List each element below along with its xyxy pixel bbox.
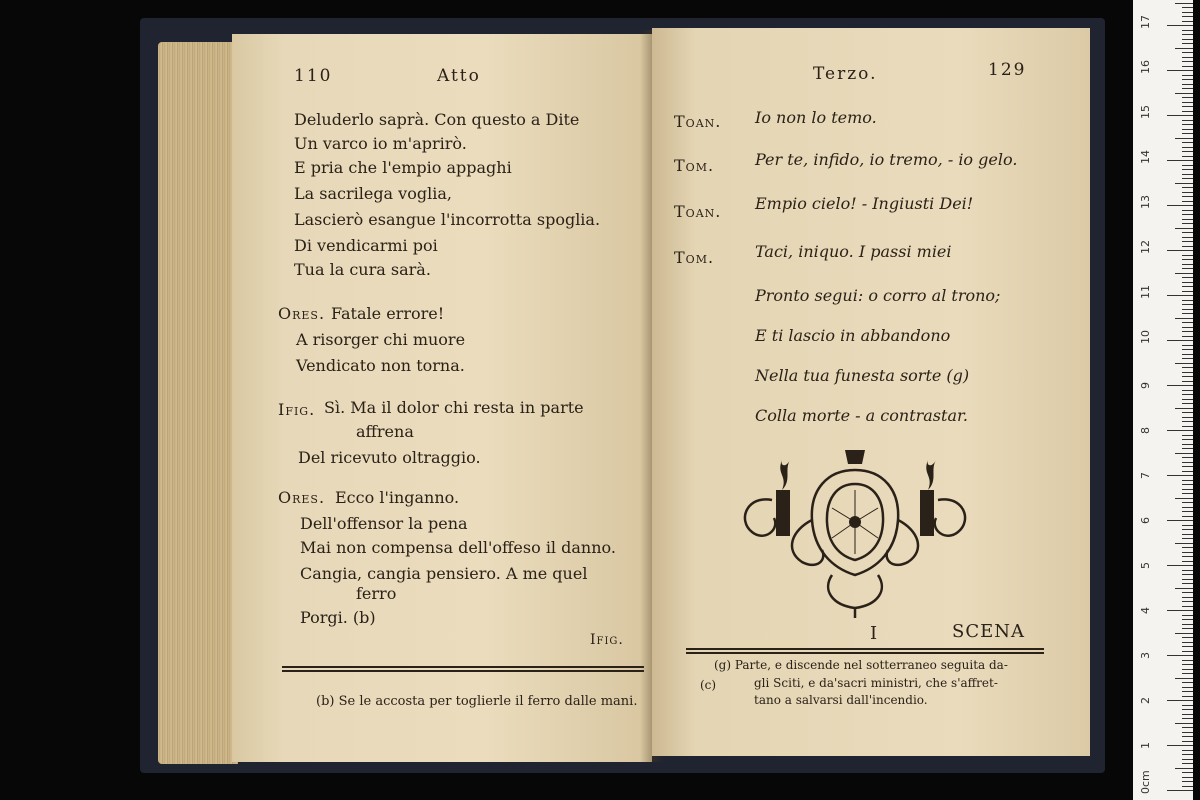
ruler-label: 5 — [1139, 562, 1152, 569]
ruler-tick — [1182, 718, 1193, 719]
left-page-number: 110 — [294, 66, 333, 86]
verse-line: Per te, infido, io tremo, - io gelo. — [755, 150, 1018, 169]
ruler-tick — [1182, 34, 1193, 35]
ruler-tick — [1182, 381, 1193, 382]
ruler-tick — [1182, 394, 1193, 395]
ruler-tick — [1182, 97, 1193, 98]
ruler-tick — [1182, 133, 1193, 134]
ruler-tick — [1182, 583, 1193, 584]
ruler-tick — [1182, 493, 1193, 494]
verse-line: Taci, iniquo. I passi miei — [755, 242, 952, 261]
ruler-tick — [1175, 633, 1193, 634]
ruler-tick — [1182, 471, 1193, 472]
ruler-tick — [1182, 426, 1193, 427]
ruler-tick — [1182, 750, 1193, 751]
footnote-rule — [282, 666, 644, 672]
ruler-tick — [1182, 552, 1193, 553]
ruler-tick — [1182, 480, 1193, 481]
ruler-tick — [1182, 781, 1193, 782]
ruler-tick — [1182, 187, 1193, 188]
ruler-tick — [1175, 408, 1193, 409]
right-page-number: 129 — [988, 60, 1027, 80]
ruler-label: 16 — [1139, 60, 1152, 74]
ruler-tick — [1182, 628, 1193, 629]
ruler-label: 6 — [1139, 517, 1152, 524]
ruler-tick — [1182, 624, 1193, 625]
ruler-tick — [1182, 547, 1193, 548]
verse-line: Lascierò esangue l'incorrotta spoglia. — [294, 210, 601, 229]
ruler-tick — [1167, 475, 1193, 476]
ruler-tick — [1182, 466, 1193, 467]
ruler-label: 17 — [1139, 15, 1152, 29]
ruler-tick — [1182, 237, 1193, 238]
ruler-tick — [1182, 754, 1193, 755]
ruler-tick — [1182, 732, 1193, 733]
ruler-tick — [1182, 759, 1193, 760]
ruler-label: 10 — [1139, 330, 1152, 344]
footnote: (b) Se le accosta per toglierle il ferro dalle mani. — [316, 694, 638, 709]
ruler-tick — [1182, 358, 1193, 359]
ruler-tick — [1182, 516, 1193, 517]
ruler-label: 15 — [1139, 105, 1152, 119]
ruler-tick — [1182, 178, 1193, 179]
verse-line: E ti lascio in abbandono — [755, 326, 951, 345]
ruler-tick — [1182, 529, 1193, 530]
footnote: (g) Parte, e discende nel sotterraneo seguita da- — [714, 658, 1008, 672]
ruler-label: 2 — [1139, 697, 1152, 704]
ruler-tick — [1182, 484, 1193, 485]
ruler-tick — [1182, 52, 1193, 53]
ruler-tick — [1182, 606, 1193, 607]
ruler-tick — [1167, 295, 1193, 296]
speaker-label: Tom. — [674, 156, 715, 175]
ruler-tick — [1182, 232, 1193, 233]
ruler-tick — [1182, 84, 1193, 85]
footnote: gli Sciti, e da'sacri ministri, che s'affret- — [754, 676, 998, 690]
ruler-tick — [1182, 277, 1193, 278]
ruler-tick — [1182, 142, 1193, 143]
ruler-tick — [1182, 561, 1193, 562]
speaker-label: Ifig. — [278, 400, 316, 419]
verse-line: Del ricevuto oltraggio. — [298, 448, 481, 467]
ruler-tick — [1167, 340, 1193, 341]
ruler-tick — [1167, 700, 1193, 701]
ruler-tick — [1182, 331, 1193, 332]
ruler-tick — [1175, 588, 1193, 589]
ruler-tick — [1182, 129, 1193, 130]
ruler-tick — [1182, 705, 1193, 706]
ruler-tick — [1182, 448, 1193, 449]
catchword-scena: SCENA — [952, 621, 1025, 642]
ruler-tick — [1167, 520, 1193, 521]
ruler-tick — [1167, 430, 1193, 431]
ruler-tick — [1182, 597, 1193, 598]
verse-line: A risorger chi muore — [296, 330, 466, 349]
verse-line: affrena — [356, 422, 414, 441]
ruler-tick — [1182, 574, 1193, 575]
ruler-tick — [1175, 138, 1193, 139]
ruler-tick — [1175, 453, 1193, 454]
ruler-label: 14 — [1139, 150, 1152, 164]
speaker-label: Ores. — [278, 304, 326, 323]
ruler-tick — [1182, 300, 1193, 301]
ruler-tick — [1182, 327, 1193, 328]
ruler-tick — [1182, 682, 1193, 683]
verse-line: ferro — [356, 584, 397, 603]
ruler-tick — [1182, 210, 1193, 211]
ruler-tick — [1182, 763, 1193, 764]
ruler-label: 12 — [1139, 240, 1152, 254]
ruler-tick — [1182, 579, 1193, 580]
ruler-tick — [1182, 354, 1193, 355]
ruler-label: 9 — [1139, 382, 1152, 389]
ruler-tick — [1167, 385, 1193, 386]
speaker-label: Tom. — [674, 248, 715, 267]
ruler-tick — [1175, 768, 1193, 769]
ruler-tick — [1182, 786, 1193, 787]
ruler-tick — [1182, 709, 1193, 710]
ruler-tick — [1182, 246, 1193, 247]
ruler-tick — [1167, 655, 1193, 656]
ruler-tick — [1182, 61, 1193, 62]
ruler-tick — [1182, 592, 1193, 593]
ruler-tick — [1182, 673, 1193, 674]
ruler-tick — [1182, 147, 1193, 148]
ruler-tick — [1182, 106, 1193, 107]
verse-line: Cangia, cangia pensiero. A me quel — [300, 564, 588, 583]
ruler-tick — [1182, 345, 1193, 346]
ruler-tick — [1182, 79, 1193, 80]
ruler-tick — [1182, 601, 1193, 602]
ruler-tick — [1182, 30, 1193, 31]
ruler-tick — [1182, 43, 1193, 44]
ruler-tick — [1182, 192, 1193, 193]
ruler-tick — [1182, 642, 1193, 643]
ruler-tick — [1182, 219, 1193, 220]
ruler-tick — [1182, 174, 1193, 175]
ruler-tick — [1175, 543, 1193, 544]
ruler-label: 3 — [1139, 652, 1152, 659]
measurement-ruler — [1133, 0, 1193, 800]
ruler-tick — [1182, 309, 1193, 310]
footnote-marker: (c) — [700, 678, 717, 692]
ruler-tick — [1182, 651, 1193, 652]
printers-ornament-icon — [732, 450, 978, 620]
right-page-header: Terzo. — [813, 64, 878, 84]
catchword: Ifig. — [590, 632, 624, 648]
ruler-tick — [1182, 777, 1193, 778]
ruler-label: 1 — [1139, 742, 1152, 749]
ruler-tick — [1182, 736, 1193, 737]
ruler-tick — [1182, 727, 1193, 728]
verse-line: Di vendicarmi poi — [294, 236, 438, 255]
ruler-tick — [1182, 619, 1193, 620]
ruler-tick — [1182, 507, 1193, 508]
verse-line: Io non lo temo. — [755, 108, 877, 127]
ruler-tick — [1182, 156, 1193, 157]
ruler-tick — [1167, 610, 1193, 611]
ruler-tick — [1182, 66, 1193, 67]
ruler-tick — [1182, 637, 1193, 638]
page-edges — [158, 42, 238, 764]
ruler-tick — [1167, 745, 1193, 746]
verse-line: E pria che l'empio appaghi — [294, 158, 512, 177]
ruler-tick — [1182, 291, 1193, 292]
verse-line: Nella tua funesta sorte (g) — [755, 366, 970, 385]
verse-line: Empio cielo! - Ingiusti Dei! — [755, 194, 974, 213]
ruler-tick — [1167, 565, 1193, 566]
verse-line: Tua la cura sarà. — [294, 260, 431, 279]
ruler-tick — [1182, 201, 1193, 202]
catchword-numeral: I — [870, 623, 878, 644]
ruler-tick — [1182, 165, 1193, 166]
ruler-tick — [1182, 12, 1193, 13]
ruler-tick — [1182, 696, 1193, 697]
ruler-tick — [1182, 151, 1193, 152]
ruler-tick — [1182, 646, 1193, 647]
ruler-tick — [1175, 723, 1193, 724]
speaker-label: Toan. — [674, 202, 722, 221]
ruler-tick — [1182, 444, 1193, 445]
ruler-tick — [1182, 556, 1193, 557]
ruler-tick — [1167, 25, 1193, 26]
ruler-tick — [1182, 669, 1193, 670]
ruler-tick — [1182, 714, 1193, 715]
ruler-label: 7 — [1139, 472, 1152, 479]
verse-line: Fatale errore! — [331, 304, 445, 323]
ruler-tick — [1182, 120, 1193, 121]
ruler-tick — [1182, 570, 1193, 571]
verse-line: Colla morte - a contrastar. — [755, 406, 968, 425]
ruler-tick — [1182, 111, 1193, 112]
ruler-tick — [1182, 502, 1193, 503]
verse-line: Pronto segui: o corro al trono; — [755, 286, 1001, 305]
ruler-tick — [1182, 313, 1193, 314]
ruler-tick — [1182, 538, 1193, 539]
ruler-tick — [1182, 525, 1193, 526]
ruler-tick — [1182, 264, 1193, 265]
ruler-tick — [1182, 304, 1193, 305]
ruler-tick — [1182, 286, 1193, 287]
ruler-tick — [1182, 259, 1193, 260]
ruler-tick — [1175, 363, 1193, 364]
ruler-tick — [1182, 489, 1193, 490]
ruler-tick — [1182, 615, 1193, 616]
ruler-tick — [1182, 39, 1193, 40]
ruler-tick — [1167, 250, 1193, 251]
ruler-tick — [1182, 421, 1193, 422]
ruler-tick — [1182, 399, 1193, 400]
ruler-tick — [1175, 183, 1193, 184]
ruler-tick — [1182, 390, 1193, 391]
verse-line: Sì. Ma il dolor chi resta in parte — [324, 398, 584, 417]
ruler-tick — [1182, 403, 1193, 404]
verse-line: Deluderlo saprà. Con questo a Dite — [294, 110, 580, 129]
ruler-tick — [1182, 435, 1193, 436]
ruler-tick — [1175, 273, 1193, 274]
ruler-tick — [1182, 75, 1193, 76]
ruler-tick — [1182, 534, 1193, 535]
verse-line: Dell'offensor la pena — [300, 514, 468, 533]
ruler-tick — [1175, 228, 1193, 229]
ruler-tick — [1182, 322, 1193, 323]
ruler-tick — [1182, 57, 1193, 58]
left-page-header: Atto — [437, 66, 481, 86]
ruler-tick — [1182, 462, 1193, 463]
ruler-tick — [1167, 70, 1193, 71]
ruler-tick — [1182, 372, 1193, 373]
speaker-label: Ores. — [278, 488, 326, 507]
ruler-tick — [1182, 376, 1193, 377]
ruler-tick — [1175, 318, 1193, 319]
verse-line: Mai non compensa dell'offeso il danno. — [300, 538, 616, 557]
ruler-tick — [1167, 205, 1193, 206]
verse-line: Porgi. (b) — [300, 608, 376, 627]
ruler-tick — [1175, 93, 1193, 94]
verse-line: Un varco io m'aprirò. — [294, 134, 467, 153]
ruler-tick — [1182, 511, 1193, 512]
verse-line: La sacrilega voglia, — [294, 184, 452, 203]
ruler-tick — [1182, 7, 1193, 8]
ruler-tick — [1182, 196, 1193, 197]
ruler-tick — [1182, 439, 1193, 440]
ruler-tick — [1182, 241, 1193, 242]
verse-line: Ecco l'inganno. — [335, 488, 460, 507]
ruler-label: 4 — [1139, 607, 1152, 614]
ruler-tick — [1182, 282, 1193, 283]
ruler-tick — [1167, 790, 1193, 791]
ruler-label: 13 — [1139, 195, 1152, 209]
ruler-tick — [1182, 457, 1193, 458]
ruler-tick — [1182, 691, 1193, 692]
ruler-tick — [1182, 16, 1193, 17]
ruler-tick — [1182, 772, 1193, 773]
ruler-tick — [1182, 102, 1193, 103]
ruler-tick — [1175, 3, 1193, 4]
ruler-tick — [1182, 336, 1193, 337]
ruler-tick — [1167, 115, 1193, 116]
ruler-tick — [1182, 412, 1193, 413]
verse-line: Vendicato non torna. — [296, 356, 465, 375]
ruler-tick — [1182, 687, 1193, 688]
ruler-tick — [1182, 268, 1193, 269]
ruler-tick — [1182, 664, 1193, 665]
left-page — [232, 34, 652, 762]
ruler-tick — [1182, 88, 1193, 89]
ruler-tick — [1182, 21, 1193, 22]
ruler-label: 0cm — [1139, 770, 1152, 794]
ruler-tick — [1182, 367, 1193, 368]
ruler-label: 11 — [1139, 285, 1152, 299]
speaker-label: Toan. — [674, 112, 722, 131]
footnote: tano a salvarsi dall'incendio. — [754, 693, 928, 707]
ruler-tick — [1182, 255, 1193, 256]
ruler-tick — [1182, 660, 1193, 661]
right-page — [652, 28, 1090, 756]
ruler-label: 8 — [1139, 427, 1152, 434]
ruler-tick — [1175, 678, 1193, 679]
ruler-tick — [1175, 48, 1193, 49]
ruler-tick — [1182, 169, 1193, 170]
ruler-tick — [1175, 498, 1193, 499]
ruler-tick — [1167, 160, 1193, 161]
ruler-tick — [1182, 349, 1193, 350]
ruler-tick — [1182, 223, 1193, 224]
ruler-tick — [1182, 214, 1193, 215]
ruler-tick — [1182, 741, 1193, 742]
ruler-tick — [1182, 124, 1193, 125]
footnote-rule — [686, 648, 1044, 654]
ruler-tick — [1182, 417, 1193, 418]
